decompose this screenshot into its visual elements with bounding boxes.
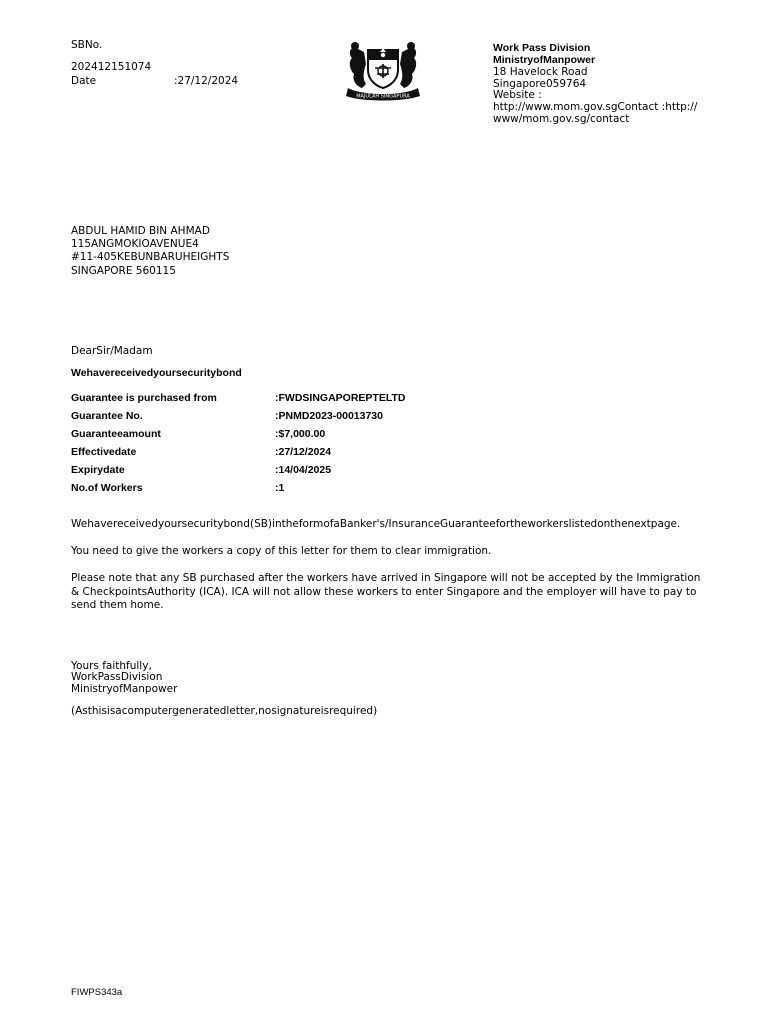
- sender-division: Work Pass Division: [493, 42, 591, 54]
- sb-number: 202412151074: [71, 61, 152, 73]
- detail-value: :PNMD2023-00013730: [275, 410, 383, 422]
- detail-value: :1: [275, 482, 285, 494]
- detail-label: No.of Workers: [71, 482, 143, 494]
- body-paragraph-3: Please note that any SB purchased after the workers have arrived in Singapore will not be accepted by the Immigration & CheckpointsAuthority (ICA). ICA will not allow these workers to enter Singapore and the employer will have to pay to send them home.: [71, 572, 701, 611]
- recipient-address-3: SINGAPORE 560115: [71, 265, 176, 277]
- body-paragraph-2: You need to give the workers a copy of this letter for them to clear immigration.: [71, 545, 492, 557]
- salutation: DearSir/Madam: [71, 345, 153, 357]
- sender-website-link[interactable]: http://www.mom.gov.sgContact :http://: [493, 101, 698, 113]
- crest-motto: MAJULAH SINGAPURA: [356, 93, 410, 100]
- sender-city: Singapore059764: [493, 78, 587, 90]
- date-label: Date: [71, 75, 97, 87]
- detail-value: :FWDSINGAPOREPTELTD: [275, 392, 406, 404]
- singapore-crest-logo: [342, 38, 424, 102]
- sender-street: 18 Havelock Road: [493, 66, 588, 78]
- detail-value: :27/12/2024: [275, 446, 332, 458]
- no-signature-note: (Asthisisacomputergeneratedletter,nosignatureisrequired): [71, 705, 378, 717]
- recipient-address-2: #11-405KEBUNBARUHEIGHTS: [71, 251, 230, 263]
- detail-label: Guarantee is purchased from: [71, 392, 217, 404]
- detail-label: Guaranteeamount: [71, 428, 161, 440]
- detail-value: :$7,000.00: [275, 428, 326, 440]
- body-paragraph-1: Wehavereceivedyoursecuritybond(SB)intheformofaBanker's/InsuranceGuaranteefortheworkerslistedonthenextpage.: [71, 518, 681, 530]
- sender-website-label: Website :: [493, 89, 542, 101]
- date-value: :27/12/2024: [174, 75, 239, 87]
- detail-label: Expirydate: [71, 464, 125, 476]
- closing-division: WorkPassDivision: [71, 671, 163, 683]
- sb-label: SBNo.: [71, 39, 103, 51]
- sender-contact-link[interactable]: www/mom.gov.sg/contact: [493, 113, 630, 125]
- recipient-address-1: 115ANGMOKIOAVENUE4: [71, 238, 199, 250]
- closing-line: Yours faithfully,: [71, 660, 152, 672]
- detail-label: Effectivedate: [71, 446, 137, 458]
- sender-ministry: MinistryofManpower: [493, 54, 596, 66]
- detail-label: Guarantee No.: [71, 410, 143, 422]
- recipient-name: ABDUL HAMID BIN AHMAD: [71, 225, 210, 237]
- form-code: FIWPS343a: [71, 987, 123, 998]
- closing-ministry: MinistryofManpower: [71, 683, 178, 695]
- subject-line: Wehavereceivedyoursecuritybond: [71, 367, 242, 379]
- detail-value: :14/04/2025: [275, 464, 332, 476]
